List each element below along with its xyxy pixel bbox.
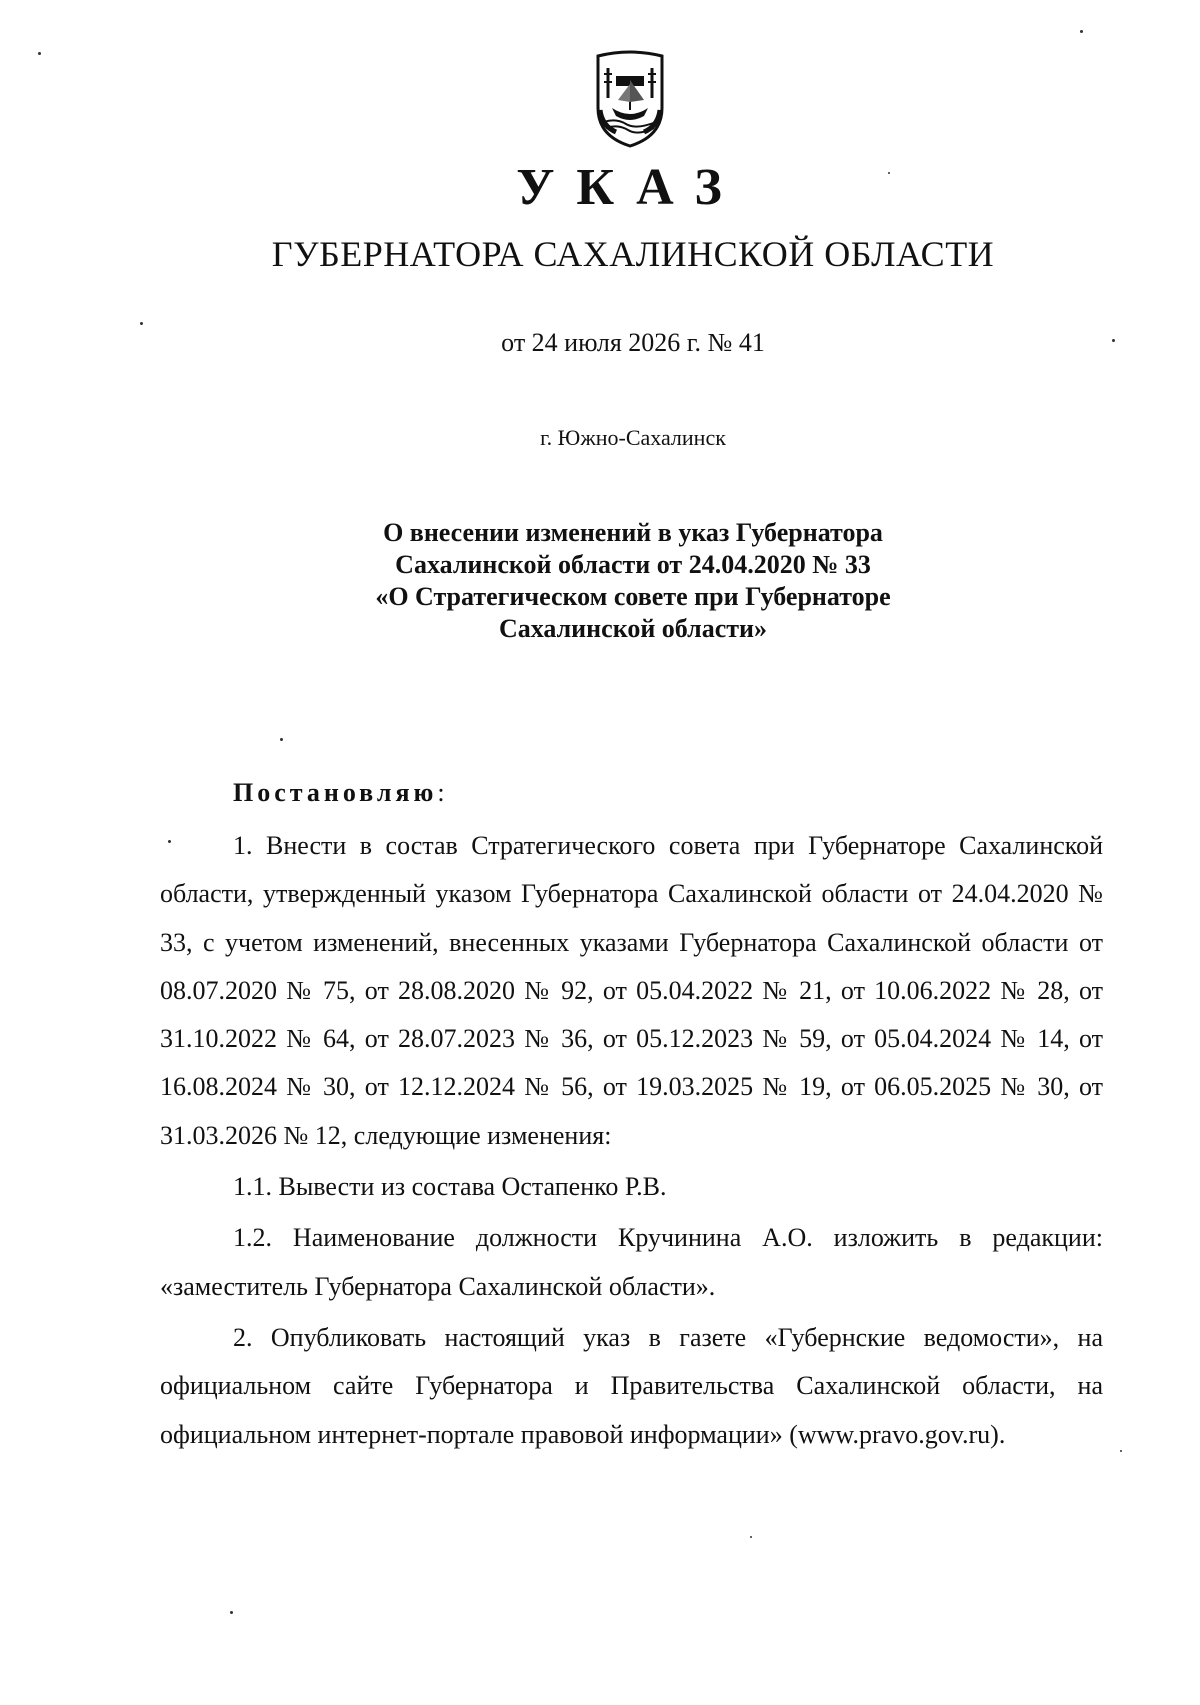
scan-speck xyxy=(1080,30,1083,33)
decree-operative-colon: : xyxy=(437,778,445,807)
scan-speck xyxy=(230,1611,233,1614)
decree-title-line: Сахалинской области» xyxy=(498,614,768,643)
decree-title-line: Сахалинской области от 24.04.2020 № 33 xyxy=(395,550,871,579)
decree-paragraph: 2. Опубликовать настоящий указ в газете «Губернские ведомости», на официальном сайте Губернатора и Правительства Сахалинской области, на официальном интернет-портале правовой информации» (www.pravo.gov.ru). xyxy=(160,1322,1103,1449)
scan-speck xyxy=(280,738,283,741)
decree-title xyxy=(0,517,1200,645)
decree-operative-word xyxy=(233,777,445,809)
decree-city: г. Южно-Сахалинск xyxy=(540,425,726,450)
scan-speck xyxy=(38,52,41,55)
issuer-heading: ГУБЕРНАТОРА САХАЛИНСКОЙ ОБЛАСТИ xyxy=(271,234,995,274)
scan-speck xyxy=(1112,339,1115,342)
scan-speck xyxy=(1120,1450,1122,1452)
decree-date-number: от 24 июля 2026 г. № 41 xyxy=(501,328,765,357)
decree-operative-word-text: Постановляю xyxy=(233,778,438,807)
decree-title-line: «О Стратегическом совете при Губернаторе xyxy=(375,582,891,611)
sakhalin-coat-of-arms-icon xyxy=(586,46,674,150)
scan-speck xyxy=(888,172,890,174)
scan-speck xyxy=(750,1536,752,1538)
decree-paragraph: 1.1. Вывести из состава Остапенко Р.В. xyxy=(233,1172,667,1202)
decree-body xyxy=(160,822,1103,1459)
document-type-heading: УКАЗ xyxy=(516,159,744,216)
scan-speck xyxy=(168,840,171,843)
decree-paragraph: 1.2. Наименование должности Кручинина А.О. изложить в редакции: «заместитель Губернатора Сахалинской области». xyxy=(160,1223,1103,1301)
decree-paragraph: 1. Внести в состав Стратегического совета при Губернаторе Сахалинской области, утвержденный указом Губернатора Сахалинской области от 24.04.2020 № 33, с учетом изменений, внесенных указами Губернатора Сахалинской области от 08.07.2020 № 75, от 28.08.2020 № 92, от 05.04.2022 № 21, от 10.06.2022 № 28, от 31.10.2022 № 64, от 28.07.2023 № 36, от 05.12.2023 № 59, от 05.04.2024 № 14, от 16.08.2024 № 30, от 12.12.2024 № 56, от 19.03.2025 № 19, от 06.05.2025 № 30, от 31.03.2026 № 12, следующие изменения: xyxy=(160,831,1103,1150)
scan-speck xyxy=(140,322,143,325)
decree-title-line: О внесении изменений в указ Губернатора xyxy=(383,518,883,547)
